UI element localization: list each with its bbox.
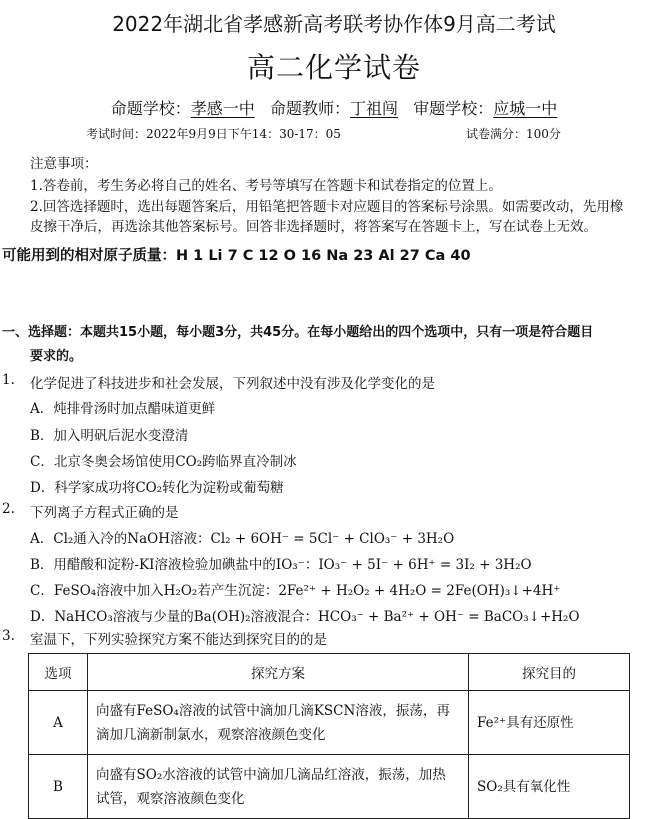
q1-option-d: D．科学家成功将CO₂转化为淀粉或葡萄糖 [30,480,284,496]
row-purpose: SO₂具有氧化性 [469,755,630,819]
teacher-name: 丁祖闯 [350,99,399,118]
row-purpose: Fe²⁺具有还原性 [469,691,630,755]
q2-option-a: A．Cl₂通入冷的NaOH溶液：Cl₂ + 6OH⁻ = 5Cl⁻ + ClO₃⁻ + 3H₂O [30,531,455,547]
section-heading-cont: 要求的。 [30,349,83,364]
header-purpose: 探究目的 [469,654,630,691]
q2-option-b: B．用醋酸和淀粉-KI溶液检验加碘盐中的IO₃⁻：IO₃⁻ + 5I⁻ + 6H⁺ = 3I₂ + 3H₂O [30,557,532,573]
header-option: 选项 [29,654,88,691]
row-plan-line: 向盛有SO₂水溶液的试管中滴加几滴品红溶液，振荡，加热 [96,766,446,783]
q2-option-c: C．FeSO₄溶液中加入H₂O₂若产生沉淀：2Fe²⁺ + H₂O₂ + 4H₂O = 2Fe(OH)₃↓+4H⁺ [30,583,561,599]
row-plan-line: 滴加几滴新制氯水，观察溶液颜色变化 [96,726,326,743]
paper-title: 高二化学试卷 [246,51,421,84]
q1-option-c: C．北京冬奥会场馆使用CO₂跨临界直冷制冰 [30,454,297,470]
notes-item-1: 1.答卷前，考生务必将自己的姓名、考号等填写在答题卡和试卷指定的位置上。 [30,178,502,194]
teacher-label: 命题教师： [269,99,350,118]
experiment-table [28,653,630,819]
notes-item-2: 2.回答选择题时，选出每题答案后，用铅笔把答题卡对应题目的答案标号涂黑。如需要改动，先用橡 [30,199,624,215]
row-plan [88,691,469,755]
atomic-masses: 可能用到的相对原子质量：H 1 Li 7 C 12 O 16 Na 23 Al 27 Ca 40 [2,248,471,264]
school-label: 命题学校： [110,99,191,118]
table-header-row [29,654,630,691]
exam-time: 考试时间：2022年9月9日下午14：30-17：05 [86,127,341,141]
question-2-number: 2. [2,501,15,517]
review-label: 审题学校： [413,99,494,118]
exam-title: 2022年湖北省孝感新高考联考协作体9月高二考试 [112,12,556,36]
full-score: 试卷满分：100分 [466,127,561,141]
school-name: 孝感一中 [190,99,255,118]
question-3-stem: 室温下，下列实验探究方案不能达到探究目的的是 [30,632,327,648]
q1-option-b: B．加入明矾后泥水变澄清 [30,428,189,444]
row-plan-line: 向盛有FeSO₄溶液的试管中滴加几滴KSCN溶液，振荡，再 [96,702,450,719]
table-row [29,691,630,755]
section-heading: 一、选择题：本题共15小题，每小题3分，共45分。在每小题给出的四个选项中，只有一项是符合题目 [2,325,594,340]
row-option: B [29,755,88,819]
q2-option-d: D．NaHCO₃溶液与少量的Ba(OH)₂溶液混合：HCO₃⁻ + Ba²⁺ + OH⁻ = BaCO₃↓+H₂O [30,609,580,625]
row-plan-line: 试管，观察溶液颜色变化 [96,790,245,807]
question-3-number: 3. [2,628,15,644]
author-info [0,96,668,119]
question-1-stem: 化学促进了科技进步和社会发展，下列叙述中没有涉及化学变化的是 [30,376,435,392]
q1-option-a: A．炖排骨汤时加点醋味道更鲜 [30,401,216,417]
review-school: 应城一中 [493,99,558,118]
table-row [29,755,630,819]
question-1-number: 1. [2,372,15,388]
question-2-stem: 下列离子方程式正确的是 [30,505,179,521]
header-plan: 探究方案 [88,654,469,691]
row-option: A [29,691,88,755]
notes-item-2-cont: 皮擦干净后，再选涂其他答案标号。回答非选择题时，将答案写在答题卡上，写在试卷上无效。 [30,219,597,235]
notes-title: 注意事项： [30,156,98,172]
row-plan [88,755,469,819]
